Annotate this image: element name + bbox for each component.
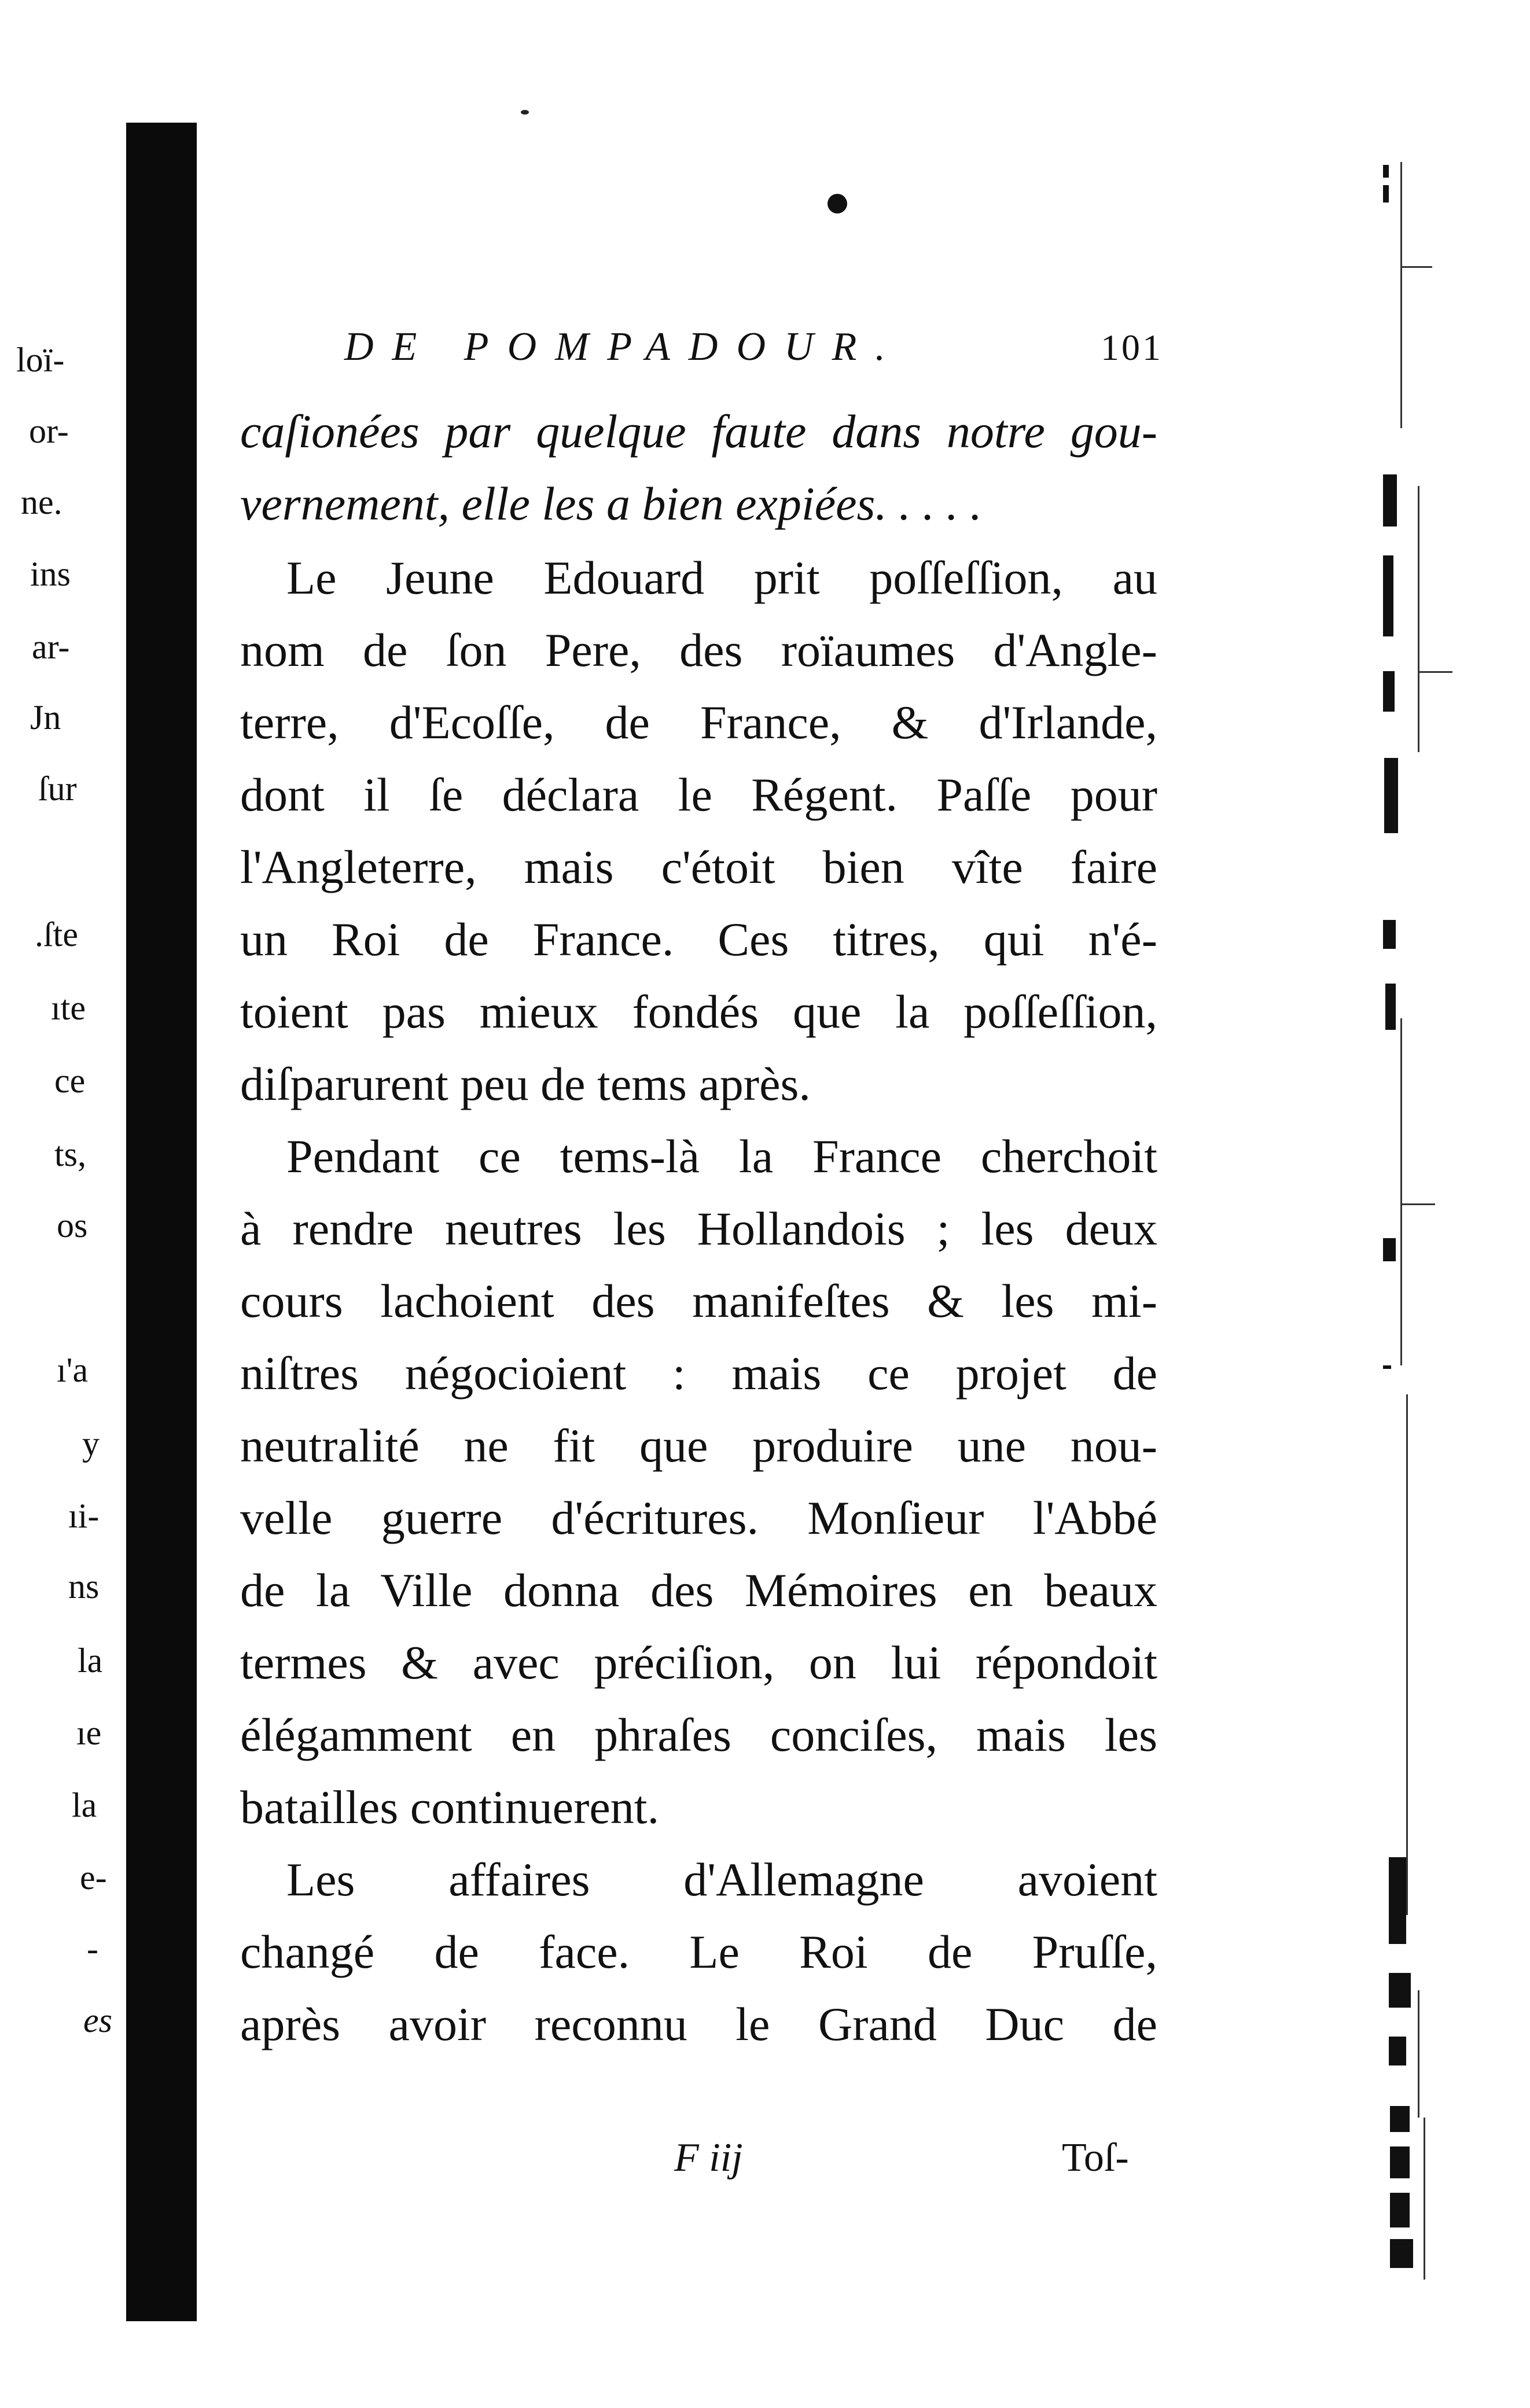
text-line: Pendant ce tems-là la France cherchoit	[286, 1130, 1157, 1183]
page-number: 101	[1101, 327, 1163, 368]
edge-mark	[1389, 1857, 1406, 1944]
facing-fragment: loï-	[16, 341, 65, 379]
facing-fragment: ar-	[32, 628, 70, 666]
facing-fragment: la	[78, 1641, 103, 1680]
text-line: velle guerre d'écritures. Monſieur l'Abbé	[240, 1492, 1157, 1544]
text-line: dont il ſe déclara le Régent. Paſſe pour	[240, 768, 1157, 821]
edge-mark	[1383, 671, 1395, 712]
facing-fragment: .ſte	[35, 915, 78, 953]
edge-mark	[1390, 2106, 1410, 2132]
scan-edge-artifacts	[1383, 150, 1464, 2291]
text-line: changé de face. Le Roi de Pruſſe,	[240, 1925, 1157, 1978]
facing-fragment: ins	[30, 555, 71, 593]
edge-mark	[1383, 555, 1393, 636]
facing-fragment: -	[87, 1930, 98, 1968]
edge-mark	[1383, 1238, 1396, 1261]
edge-rule	[1400, 1018, 1402, 1365]
text-line: élégamment en phraſes conciſes, mais les	[240, 1709, 1157, 1761]
binding-gutter	[126, 123, 197, 2321]
text-line: batailles continuerent.	[240, 1781, 660, 1833]
edge-mark	[1389, 2037, 1406, 2065]
text-line: toient pas mieux fondés que la poſſeſſion,	[240, 985, 1157, 1038]
text-line: vernement, elle les a bien expiées. . . . .	[240, 477, 982, 530]
edge-rule	[1418, 1990, 1419, 2118]
text-line: de la Ville donna des Mémoires en beaux	[240, 1564, 1157, 1617]
page-body	[240, 312, 1166, 2180]
text-line: Les affaires d'Allemagne avoient	[286, 1853, 1157, 1906]
running-title: DE POMPADOUR.	[344, 325, 904, 369]
edge-rule	[1424, 2118, 1425, 2280]
edge-mark	[1385, 984, 1396, 1030]
text-line: diſparurent peu de tems après.	[240, 1058, 811, 1110]
edge-mark	[1383, 165, 1389, 178]
signature-mark: F iij	[674, 2135, 743, 2180]
facing-fragment: ns	[68, 1567, 100, 1606]
catchword: Toſ-	[1062, 2135, 1129, 2180]
facing-fragment: ce	[54, 1062, 86, 1100]
text-line: Le Jeune Edouard prit poſſeſſion, au	[286, 551, 1157, 604]
facing-fragment: ts,	[54, 1135, 87, 1173]
edge-rule	[1400, 266, 1432, 268]
text-line: termes & avec préciſion, on lui répondoit	[240, 1636, 1157, 1689]
facing-fragment: ne.	[21, 483, 62, 521]
running-head	[240, 312, 1166, 376]
text-line: niſtres négocioient : mais ce projet de	[240, 1347, 1157, 1400]
edge-rule	[1400, 162, 1402, 428]
facing-fragment: ſur	[38, 769, 77, 808]
text-line: l'Angleterre, mais c'étoit bien vîte faire	[240, 841, 1157, 893]
facing-page-fragments	[0, 0, 116, 2408]
facing-fragment: or-	[29, 412, 69, 450]
edge-mark	[1390, 2146, 1410, 2178]
facing-fragment: ıi-	[68, 1497, 100, 1535]
text-line: terre, d'Ecoſſe, de France, & d'Irlande,	[240, 696, 1157, 749]
facing-fragment: os	[57, 1206, 88, 1244]
edge-mark	[1384, 758, 1398, 833]
edge-mark	[1383, 185, 1389, 202]
edge-mark	[1390, 2239, 1413, 2268]
text-line: caſionées par quelque faute dans notre gou-	[240, 405, 1157, 458]
text-line: un Roi de France. Ces titres, qui n'é-	[240, 913, 1157, 966]
text-line: à rendre neutres les Hollandois ; les deux	[240, 1202, 1157, 1255]
facing-fragment: ıe	[76, 1714, 102, 1752]
facing-fragment: la	[72, 1786, 97, 1824]
edge-mark	[1383, 920, 1396, 949]
facing-fragment: ı'a	[57, 1351, 89, 1389]
edge-mark	[1390, 2193, 1410, 2227]
printer-ornament-dot	[827, 194, 847, 213]
edge-rule	[1418, 486, 1419, 752]
edge-mark	[1383, 1365, 1391, 1369]
paper-speck	[521, 110, 529, 115]
facing-fragment: es	[83, 2001, 112, 2039]
edge-rule	[1406, 1394, 1408, 1915]
text-line: après avoir reconnu le Grand Duc de	[240, 1998, 1157, 2050]
text-line: neutralité ne fit que produire une nou-	[240, 1419, 1157, 1472]
facing-fragment: ıte	[51, 989, 86, 1027]
edge-mark	[1383, 474, 1397, 526]
text-line: nom de ſon Pere, des roïaumes d'Angle-	[240, 624, 1157, 676]
edge-rule	[1418, 671, 1452, 673]
text-line: cours lachoient des manifeſtes & les mi-	[240, 1275, 1157, 1327]
edge-mark	[1389, 1973, 1411, 2008]
facing-fragment: e-	[80, 1858, 107, 1897]
facing-fragment: y	[82, 1424, 100, 1463]
edge-rule	[1400, 1203, 1435, 1205]
facing-fragment: Jn	[30, 698, 61, 737]
